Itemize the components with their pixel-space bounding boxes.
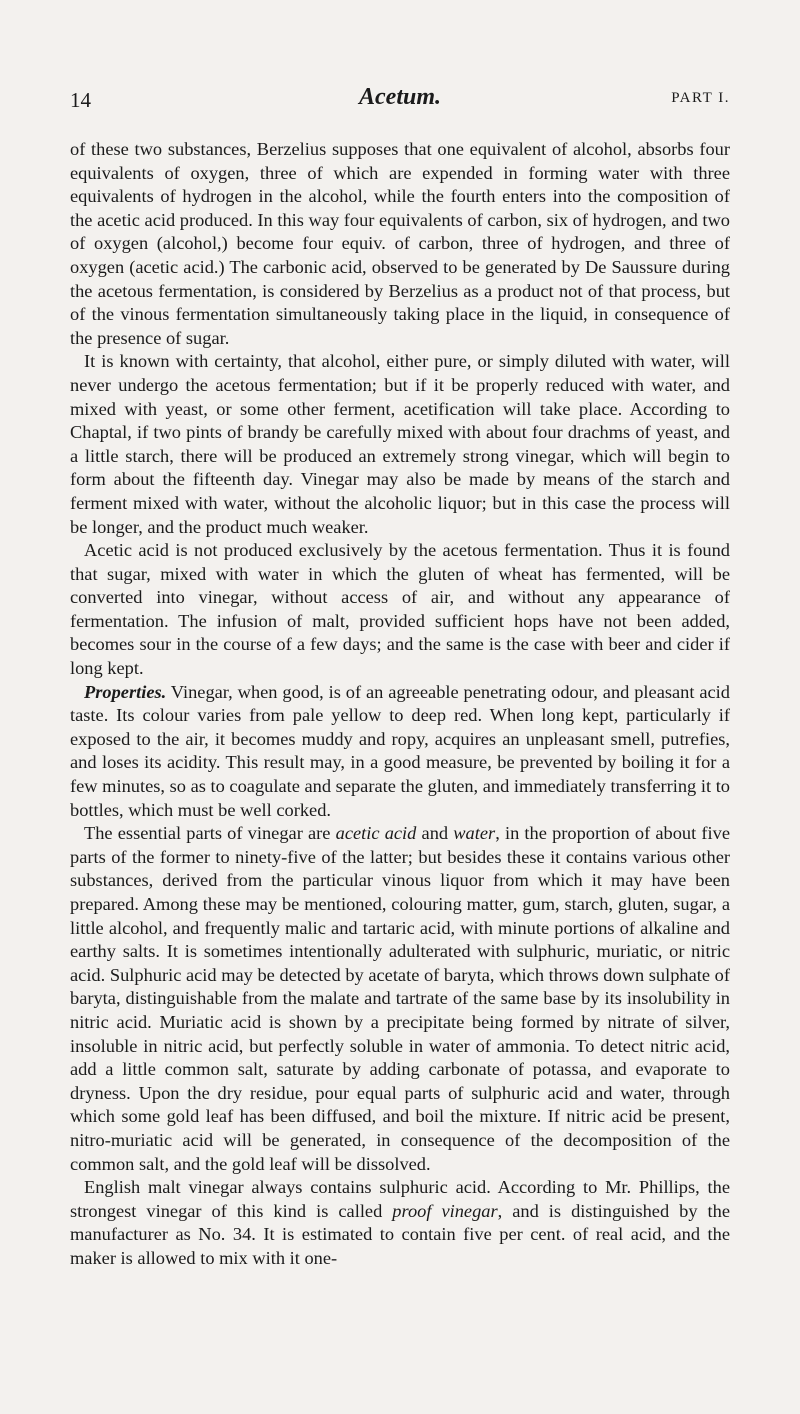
text-run: English malt vinegar always contains sulphuric acid. According to Mr. Phillips, the strongest vinegar of this kind is called bbox=[70, 1177, 730, 1221]
italic-term-water: water bbox=[453, 823, 496, 844]
page-header bbox=[70, 84, 730, 114]
italic-term-acetic-acid: acetic acid bbox=[335, 823, 417, 844]
text-run: , in the proportion of about five parts of the former to ninety-five of the latter; but besides these it contains various other substances, derived from the particular vinous liquor from which it may have been prepared. Among these may be mentioned, colouring matter, gum, starch, gluten, sugar, a little alcohol, and frequently malic and tartaric acid, with minute portions of alkaline and earthy salts. It is sometimes intentionally adulterated with sulphuric, muriatic, or nitric acid. Sulphuric acid may be detected by acetate of baryta, which throws down sulphate of baryta, distinguishable from the malate and tartrate of the same base by its insolubility in nitric acid. Muriatic acid is shown by a precipitate being formed by nitrate of silver, insoluble in nitric acid, but perfectly soluble in water of ammonia. To detect nitric acid, add a little common salt, saturate by adding carbonate of potassa, and evaporate to dryness. Upon the dry residue, pour equal parts of sulphuric acid and water, through which some gold leaf has been diffused, and boil the mixture. If nitric acid be present, nitro-muriatic acid will be generated, in consequence of the decomposition of the common salt, and the gold leaf will be dissolved. bbox=[70, 823, 731, 1174]
part-label: PART I. bbox=[671, 90, 730, 106]
paragraph-properties-text: Vinegar, when good, is of an agreeable penetrating odour, and pleasant acid taste. Its colour varies from pale yellow to deep red. When long kept, particularly if exposed to the air, it becomes muddy and ropy, acquires an unpleasant smell, putrefies, and loses its acidity. This result may, in a good measure, be prevented by boiling it for a few minutes, so as to coagulate and separate the gluten, and immediately transferring it to bottles, which must be well corked. bbox=[70, 681, 730, 820]
paragraph-essential-parts bbox=[70, 822, 730, 1176]
running-title: Acetum. bbox=[359, 84, 441, 110]
paragraph-english-malt-vinegar bbox=[70, 1176, 730, 1270]
text-run: , and is distinguished by the manufacturer as No. 34. It is estimated to contain five per cent. of real acid, and the maker is allowed to mix with it one- bbox=[70, 1200, 731, 1268]
text-run: The essential parts of vinegar are bbox=[84, 823, 336, 844]
paragraph-berzelius: of these two substances, Berzelius supposes that one equivalent of alcohol, absorbs four equivalents of oxygen, three of which are expended in forming water with three equivalents of hydrogen in the alcohol, while the fourth enters into the composition of the acetic acid produced. In this way four equivalents of carbon, six of hydrogen, and two of oxygen (alcohol,) become four equiv. of carbon, three of hydrogen, and three of oxygen (acetic acid.) The carbonic acid, observed to be generated by De Saussure during the acetous fermentation, is considered by Berzelius as a product not of that process, but of the vinous fermentation simultaneously taking place in the liquid, in consequence of the presence of sugar. bbox=[70, 139, 730, 348]
paragraph-acetification: It is known with certainty, that alcohol, either pure, or simply diluted with water, will never undergo the acetous fermentation; but if it be properly reduced with water, and mixed with yeast, or some other ferment, acetification will take place. According to Chaptal, if two pints of brandy be carefully mixed with about four drachms of yeast, and a little starch, there will be produced an extremely strong vinegar, which will begin to form about the fifteenth day. Vinegar may also be made by means of the starch and ferment mixed with water, without the alcoholic liquor; but in this case the process will be longer, and the product much weaker. bbox=[70, 351, 730, 537]
body-text bbox=[70, 138, 730, 1271]
page-number: 14 bbox=[70, 88, 91, 112]
italic-term-proof-vinegar: proof vinegar bbox=[392, 1200, 498, 1221]
section-heading-properties: Properties. bbox=[84, 681, 167, 702]
paragraph-acetic-acid-production: Acetic acid is not produced exclusively by the acetous fermentation. Thus it is found that sugar, mixed with water in which the gluten of wheat has fermented, will be converted into vinegar, without access of air, and without any appearance of fermentation. The infusion of malt, provided sufficient hops have not been added, becomes sour in the course of a few days; and the same is the case with beer and cider if long kept. bbox=[70, 540, 730, 679]
book-page bbox=[70, 84, 730, 1271]
paragraph-properties bbox=[70, 681, 730, 823]
text-run: and bbox=[416, 823, 454, 844]
